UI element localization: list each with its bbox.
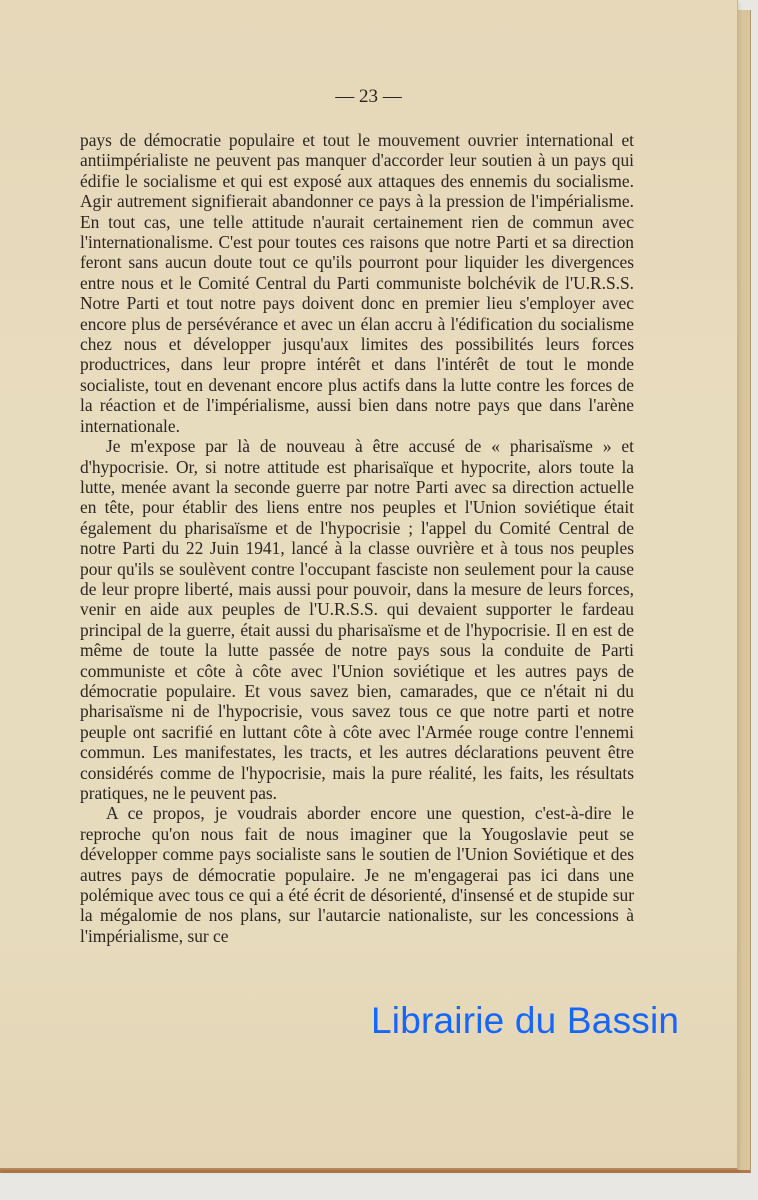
paragraph: A ce propos, je voudrais aborder encore une question, c'est-à-dire le reproche qu'on nous fait de nous imaginer que la Yougoslavie peut se développer comme pays socialiste sans le soutien de l'Union Soviétique et des autres pays de démocratie populaire. Je ne m'engagerai pas ici dans une polémique avec tous ce qui a été écrit de désorienté, d'insensé et de stupide sur la mégalomie de nos plans, sur l'autarcie nationaliste, sur les concessions à l'impérialisme, sur ce [80, 803, 634, 946]
body-text [80, 130, 634, 946]
watermark: Librairie du Bassin [371, 1000, 680, 1041]
paragraph-continuation: pays de démocratie populaire et tout le mouvement ouvrier international et antiimpérialiste ne peuvent pas manquer d'accorder leur soutien à un pays qui édifie le socialisme et qui est exposé aux attaques des ennemis du socialisme. Agir autrement signifierait abandonner ce pays à la pression de l'impérialisme. En tout cas, une telle attitude n'aurait certainement rien de commun avec l'internationalisme. C'est pour toutes ces raisons que notre Parti et sa direction feront sans aucun doute tout ce qu'ils pourront pour liquider les divergences entre nous et le Comité Central du Parti communiste bolchévik de l'U.R.S.S. Notre Parti et tout notre pays doivent donc en premier lieu s'employer avec encore plus de persévérance et avec un élan accru à l'édification du socialisme chez nous et développer jusqu'aux limites des possibilités leurs forces productrices, dans leur propre intérêt et dans l'intérêt de tout le monde socialiste, tout en devenant encore plus actifs dans la lutte contre les forces de la réaction et de l'impérialisme, aussi bien dans notre pays que dans l'arène internationale. [80, 130, 634, 436]
page-number: — 23 — [335, 86, 402, 107]
paragraph: Je m'expose par là de nouveau à être accusé de « pharisaïsme » et d'hypocrisie. Or, si notre attitude est pharisaïque et hypocrite, alors toute la lutte, menée avant la seconde guerre par notre Parti avec sa direction actuelle en tête, pour établir des liens entre nos peuples et l'Union soviétique était également du pharisaïsme et de l'hypocrisie ; l'appel du Comité Central de notre Parti du 22 Juin 1941, lancé à la classe ouvrière et à tous nos peuples pour qu'ils se soulèvent contre l'occupant fasciste non seulement pour la cause de leur propre liberté, mais aussi pour pouvoir, dans la mesure de leurs forces, venir en aide aux peuples de l'U.R.S.S. qui devaient supporter le fardeau principal de la guerre, était aussi du pharisaïsme et de l'hypocrisie. Il en est de même de toute la lutte passée de notre pays sous la conduite de Parti communiste et côte à côte avec l'Union soviétique et les autres pays de démocratie populaire. Et vous savez bien, camarades, que ce n'était ni du pharisaïsme ni de l'hypocrisie, vous savez tous ce que notre parti et notre peuple ont sacrifié en luttant côte à côte avec l'Armée rouge contre l'ennemi commun. Les manifestates, les tracts, et les autres déclarations peuvent être considérés comme de l'hypocrisie, mais la pure réalité, les faits, les résultats pratiques, ne le peuvent pas. [80, 436, 634, 803]
